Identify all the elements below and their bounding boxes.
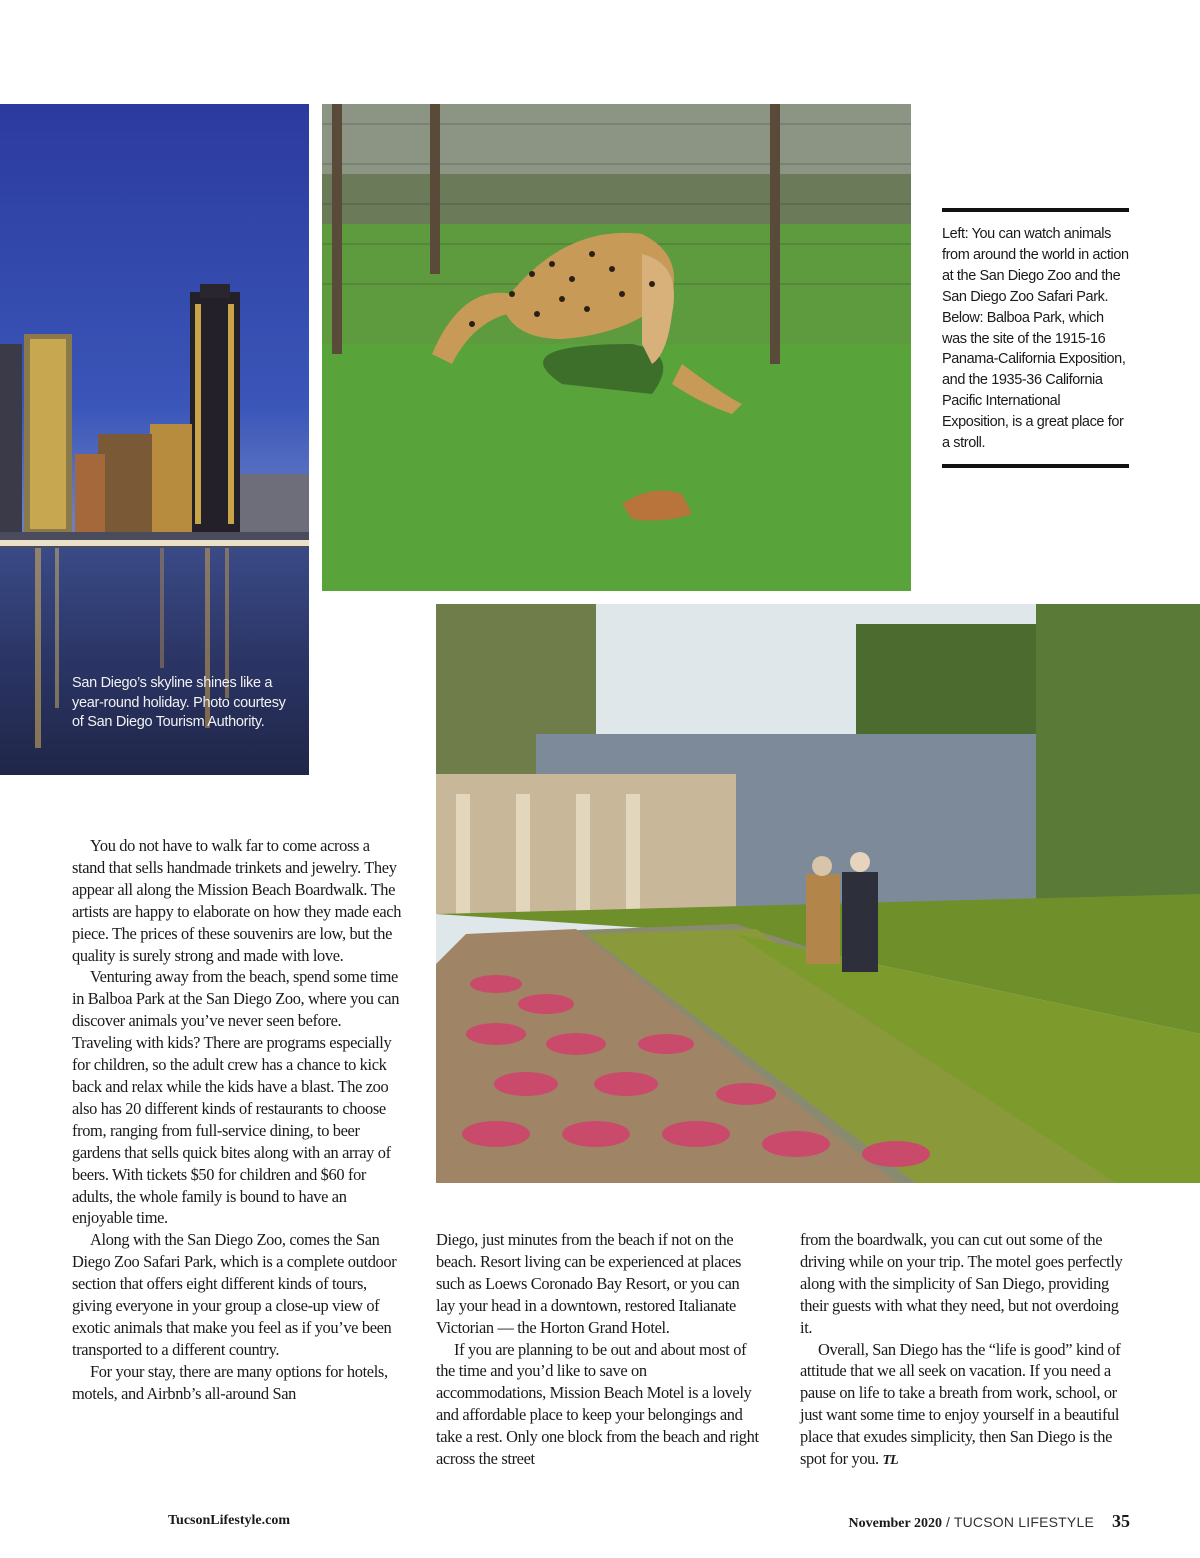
article-paragraph-continued: Diego, just minutes from the beach if not on the beach. Resort living can be experienced at places such as Loews Coronado Bay Resort, or you can lay your head in a downtown, restored Italianate Victorian — the Horton Grand Hotel.: [436, 1230, 742, 1337]
article-paragraph: Along with the San Diego Zoo, comes the San Diego Zoo Safari Park, which is a complete outdoor section that offers eight different kinds of tours, giving everyone in your group a close-up view of exotic animals that make you feel as if you’ve been transported to a different country.: [72, 1230, 397, 1359]
footer-folio: [849, 1511, 1130, 1532]
article-paragraph: [800, 1339, 1130, 1472]
article-column-1: [72, 835, 404, 1405]
sidebar-caption: Left: You can watch animals from around the world in action at the San Diego Zoo and the San Diego Zoo Safari Park. Below: Balboa Park, which was the site of the 1915-16 Panama-California Exposition, and the 1935-36 California Pacific International Exposition, is a great place for a stroll.: [942, 208, 1129, 468]
footer-website: TucsonLifestyle.com: [168, 1513, 290, 1528]
article-paragraph: Venturing away from the beach, spend some time in Balboa Park at the San Diego Zoo, where you can discover animals you’ve never seen before. Traveling with kids? There are programs especially for children, so the adult crew has a chance to kick back and relax while the kids have a blast. The zoo also has 20 different kinds of restaurants to choose from, ranging from full-service dining, to beer gardens that sells quick bites along with an array of beers. With tickets $50 for children and $60 for adults, the whole family is bound to have an enjoyable time.: [72, 967, 400, 1228]
end-mark: TL: [882, 1453, 898, 1469]
footer-issue-date: November 2020: [848, 1516, 942, 1531]
article-column-2: [436, 1229, 760, 1470]
garden-image: [436, 604, 1200, 1183]
page-number: 35: [1112, 1511, 1130, 1531]
footer-magazine-name: TUCSON LIFESTYLE: [953, 1514, 1094, 1530]
skyline-photo-caption: San Diego’s skyline shines like a year-round holiday. Photo courtesy of San Diego Tourism Authority.: [72, 675, 286, 730]
garden-photo: [436, 604, 1200, 1183]
article-paragraph-continued: from the boardwalk, you can cut out some of the driving while on your trip. The motel goes perfectly along with the simplicity of San Diego, providing their guests with what they need, but not overdoing it.: [800, 1230, 1123, 1337]
cheetah-photo: [322, 104, 911, 591]
article-closing-text: Overall, San Diego has the “life is good” kind of attitude that we all seek on vacation. If you need a pause on life to take a breath from work, school, or just want some time to enjoy yourself in a beautiful place that exudes simplicity, then San Diego is the spot for you.: [800, 1339, 1121, 1469]
footer-separator: /: [945, 1514, 950, 1530]
article-paragraph: For your stay, there are many options for hotels, motels, and Airbnb’s all-around San: [72, 1361, 388, 1403]
article-paragraph: If you are planning to be out and about most of the time and you’d like to save on accommodations, Mission Beach Motel is a lovely and affordable place to keep your belongings and take a rest. Only one block from the beach and right across the street: [436, 1339, 759, 1469]
article-paragraph: You do not have to walk far to come across a stand that sells handmade trinkets and jewelry. They appear all along the Mission Beach Boardwalk. The artists are happy to elaborate on how they made each piece. The prices of these souvenirs are low, but the quality is surely strong and made with love.: [72, 836, 402, 965]
cheetah-image: [322, 104, 911, 591]
article-column-3: [800, 1229, 1130, 1472]
